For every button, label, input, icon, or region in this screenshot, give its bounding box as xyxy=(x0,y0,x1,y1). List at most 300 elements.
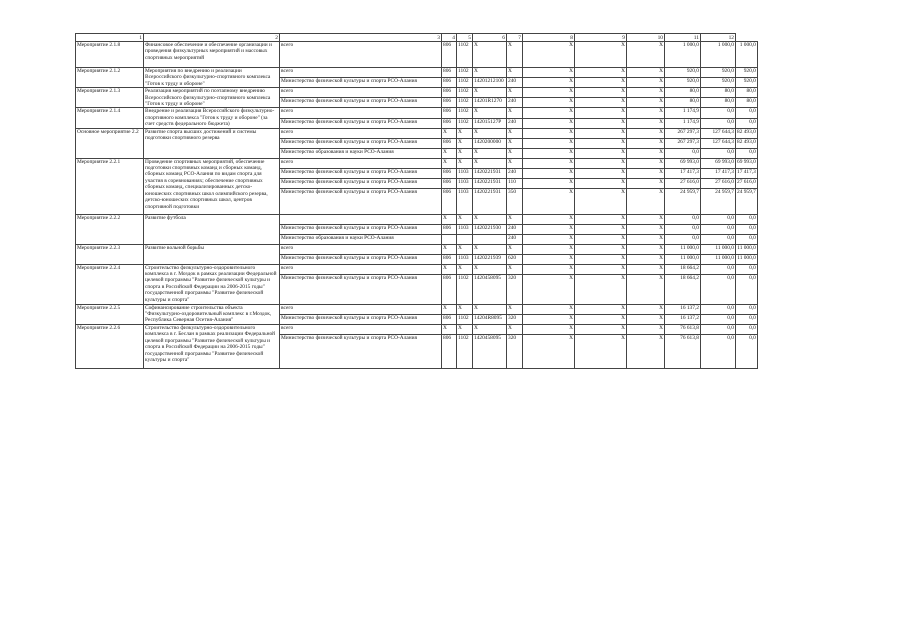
activity-code: Основное мероприятие 2.2 xyxy=(76,128,144,158)
rz-pr-cell: 1103 xyxy=(457,188,473,214)
column-number: 12 xyxy=(701,34,736,42)
activity-code: Мероприятие 2.2.4 xyxy=(76,264,144,304)
col-8-cell: X xyxy=(575,234,627,244)
amount-y2-cell: 11 000,0 xyxy=(701,244,736,254)
column-number: 1 xyxy=(76,34,144,42)
col-7-cell: X xyxy=(523,98,575,108)
col-7-cell: X xyxy=(523,148,575,158)
vr-code-cell: X xyxy=(507,68,523,78)
col-8-cell: X xyxy=(575,138,627,148)
column-number-row xyxy=(76,34,758,42)
vr-code-cell: 240 xyxy=(507,168,523,178)
table-row xyxy=(76,88,758,98)
col-9-cell: X xyxy=(627,214,665,224)
rz-pr-cell: 1103 xyxy=(457,254,473,264)
cs-code-cell: X xyxy=(473,68,507,78)
amount-y1-cell: 920,0 xyxy=(665,68,701,78)
amount-y2-cell: 1 000,0 xyxy=(701,42,736,68)
grbs-cell: 806 xyxy=(442,138,457,148)
amount-y3-cell: 0,0 xyxy=(736,264,758,274)
executor-cell: всего xyxy=(280,244,442,254)
cs-code-cell: 14201212100 xyxy=(473,78,507,88)
amount-y1-cell: 1 174,9 xyxy=(665,118,701,128)
rz-pr-cell: 1102 xyxy=(457,88,473,98)
executor-cell: всего xyxy=(280,42,442,68)
rz-pr-cell: X xyxy=(457,264,473,274)
vr-code-cell: X xyxy=(507,108,523,118)
grbs-cell: 806 xyxy=(442,178,457,188)
cs-code-cell: 1420458095 xyxy=(473,274,507,304)
executor-cell: Министерство физической культуры и спорта РСО-Алания xyxy=(280,98,442,108)
cs-code-cell: X xyxy=(473,108,507,118)
rz-pr-cell: 1103 xyxy=(457,178,473,188)
rz-pr-cell: 1102 xyxy=(457,68,473,78)
amount-y3-cell: 24 959,7 xyxy=(736,188,758,214)
column-number: 4 xyxy=(442,34,457,42)
col-7-cell: X xyxy=(523,168,575,178)
amount-y3-cell: 80,0 xyxy=(736,98,758,108)
amount-y3-cell: 0,0 xyxy=(736,304,758,314)
grbs-cell: 806 xyxy=(442,274,457,304)
table-row xyxy=(76,42,758,68)
amount-y3-cell: 0,0 xyxy=(736,224,758,234)
executor-cell: Министерство физической культуры и спорта РСО-Алания xyxy=(280,168,442,178)
amount-y1-cell: 80,0 xyxy=(665,88,701,98)
grbs-cell: 806 xyxy=(442,78,457,88)
amount-y3-cell: 0,0 xyxy=(736,214,758,224)
rz-pr-cell: X xyxy=(457,158,473,168)
activity-name: Финансовое обеспечение и обеспечение организации и проведения физкультурных мероприятий и массовых спортивных мероприятий xyxy=(144,42,280,68)
cs-code-cell: X xyxy=(473,88,507,98)
amount-y2-cell: 0,0 xyxy=(701,108,736,118)
amount-y1-cell: 1 174,9 xyxy=(665,108,701,118)
amount-y3-cell: 920,0 xyxy=(736,78,758,88)
rz-pr-cell: X xyxy=(457,138,473,148)
grbs-cell: 806 xyxy=(442,254,457,264)
col-9-cell: X xyxy=(627,274,665,304)
grbs-cell: X xyxy=(442,264,457,274)
amount-y2-cell: 0,0 xyxy=(701,314,736,324)
amount-y2-cell: 0,0 xyxy=(701,118,736,128)
col-9-cell: X xyxy=(627,88,665,98)
executor-cell: всего xyxy=(280,128,442,138)
grbs-cell: X xyxy=(442,324,457,334)
amount-y3-cell: 27 616,0 xyxy=(736,178,758,188)
column-number: 10 xyxy=(627,34,665,42)
activity-code: Мероприятие 2.1.2 xyxy=(76,68,144,88)
cs-code-cell: 1420221939 xyxy=(473,254,507,264)
col-7-cell: X xyxy=(523,244,575,254)
col-8-cell: X xyxy=(575,244,627,254)
vr-code-cell: 240 xyxy=(507,224,523,234)
amount-y2-cell: 0,0 xyxy=(701,264,736,274)
grbs-cell: 806 xyxy=(442,88,457,98)
vr-code-cell: 240 xyxy=(507,234,523,244)
executor-cell: Министерство образования и науки РСО-Алания xyxy=(280,234,442,244)
executor-cell: Министерство физической культуры и спорта РСО-Алания xyxy=(280,314,442,324)
grbs-cell: 806 xyxy=(442,42,457,68)
rz-pr-cell: 1102 xyxy=(457,334,473,368)
col-7-cell: X xyxy=(523,254,575,264)
cs-code-cell: 14204R8095 xyxy=(473,314,507,324)
activity-code: Мероприятие 2.1.3 xyxy=(76,88,144,108)
executor-cell: Министерство физической культуры и спорта РСО-Алания xyxy=(280,334,442,368)
vr-code-cell: X xyxy=(507,324,523,334)
rz-pr-cell: 1102 xyxy=(457,274,473,304)
vr-code-cell: 320 xyxy=(507,274,523,304)
col-7-cell: X xyxy=(523,314,575,324)
executor-cell: всего xyxy=(280,108,442,118)
grbs-cell: X xyxy=(442,214,457,224)
amount-y1-cell: 11 000,0 xyxy=(665,244,701,254)
col-9-cell: X xyxy=(627,78,665,88)
amount-y2-cell: 17 417,3 xyxy=(701,168,736,178)
amount-y2-cell: 69 993,0 xyxy=(701,158,736,168)
executor-cell: Министерство физической культуры и спорта РСО-Алания xyxy=(280,224,442,234)
amount-y1-cell: 27 616,0 xyxy=(665,178,701,188)
amount-y2-cell: 0,0 xyxy=(701,214,736,224)
amount-y1-cell: 76 613,8 xyxy=(665,324,701,334)
vr-code-cell: X xyxy=(507,158,523,168)
executor-cell: всего xyxy=(280,158,442,168)
table-row xyxy=(76,158,758,168)
col-7-cell: X xyxy=(523,274,575,304)
activity-name: Развитие вольной борьбы xyxy=(144,244,280,264)
cs-code-cell: 1420458095 xyxy=(473,334,507,368)
amount-y1-cell: 0,0 xyxy=(665,234,701,244)
activity-code: Мероприятие 2.2.2 xyxy=(76,214,144,244)
amount-y1-cell: 24 959,7 xyxy=(665,188,701,214)
amount-y1-cell: 17 417,3 xyxy=(665,168,701,178)
col-8-cell: X xyxy=(575,42,627,68)
col-9-cell: X xyxy=(627,98,665,108)
amount-y3-cell: 0,0 xyxy=(736,234,758,244)
cs-code-cell: X xyxy=(473,148,507,158)
vr-code-cell: X xyxy=(507,304,523,314)
executor-cell: всего xyxy=(280,68,442,78)
grbs-cell xyxy=(442,234,457,244)
amount-y2-cell: 0,0 xyxy=(701,224,736,234)
grbs-cell: X xyxy=(442,304,457,314)
amount-y1-cell: 80,0 xyxy=(665,98,701,108)
amount-y2-cell: 11 000,0 xyxy=(701,254,736,264)
budget-table xyxy=(75,33,758,369)
vr-code-cell: 620 xyxy=(507,254,523,264)
cs-code-cell: X xyxy=(473,158,507,168)
amount-y3-cell: 0,0 xyxy=(736,334,758,368)
col-7-cell: X xyxy=(523,334,575,368)
col-9-cell: X xyxy=(627,68,665,78)
rz-pr-cell: 1102 xyxy=(457,118,473,128)
amount-y3-cell: 17 417,3 xyxy=(736,168,758,178)
grbs-cell: X xyxy=(442,244,457,254)
vr-code-cell: 240 xyxy=(507,78,523,88)
amount-y3-cell: 0,0 xyxy=(736,108,758,118)
activity-name: Проведение спортивных мероприятий, обеспечение подготовки спортивных команд и сборных команд, сборных команд РСО-Алания по видам спорта для участия в соревнованиях; обеспечение спортивных сборных команд, специализированных детско-юношеских спортивных школ олимпийского резерва, детско-юношеских спортивных школ, центров спортивной подготовки xyxy=(144,158,280,214)
col-9-cell: X xyxy=(627,314,665,324)
cs-code-cell: X xyxy=(473,264,507,274)
vr-code-cell: 110 xyxy=(507,178,523,188)
column-number: 2 xyxy=(144,34,280,42)
amount-y2-cell: 27 616,0 xyxy=(701,178,736,188)
col-9-cell: X xyxy=(627,158,665,168)
activity-name: Развитие футбола xyxy=(144,214,280,244)
grbs-cell: 806 xyxy=(442,168,457,178)
col-7-cell: X xyxy=(523,128,575,138)
grbs-cell: 806 xyxy=(442,108,457,118)
cs-code-cell: 142015127Р xyxy=(473,118,507,128)
col-8-cell: X xyxy=(575,214,627,224)
column-number: 7 xyxy=(507,34,523,42)
amount-y2-cell: 0,0 xyxy=(701,334,736,368)
amount-y3-cell: 0,0 xyxy=(736,148,758,158)
col-7-cell: X xyxy=(523,118,575,128)
cs-code-cell xyxy=(473,234,507,244)
rz-pr-cell xyxy=(457,234,473,244)
grbs-cell: 806 xyxy=(442,68,457,78)
grbs-cell: 806 xyxy=(442,188,457,214)
col-7-cell: X xyxy=(523,214,575,224)
col-8-cell: X xyxy=(575,168,627,178)
col-8-cell: X xyxy=(575,148,627,158)
vr-code-cell: X xyxy=(507,148,523,158)
rz-pr-cell: X xyxy=(457,324,473,334)
col-7-cell: X xyxy=(523,234,575,244)
col-9-cell: X xyxy=(627,118,665,128)
col-7-cell: X xyxy=(523,108,575,118)
col-7-cell: X xyxy=(523,138,575,148)
grbs-cell: X xyxy=(442,158,457,168)
amount-y1-cell: 267 297,3 xyxy=(665,128,701,138)
cs-code-cell: 1420200000 xyxy=(473,138,507,148)
amount-y2-cell: 0,0 xyxy=(701,274,736,304)
column-number: 9 xyxy=(575,34,627,42)
table-row xyxy=(76,304,758,314)
activity-name: Строительство физкультурно-оздоровительного комплекса в г. Беслан в рамках реализации Федеральной целевой программы "Развитие физической культуры и спорта в Российской Федерации на 2006-2015 годы" государственной программы "Развитие физической культуры и спорта" xyxy=(144,324,280,368)
col-8-cell: X xyxy=(575,324,627,334)
amount-y3-cell: 920,0 xyxy=(736,68,758,78)
table-row xyxy=(76,264,758,274)
amount-y3-cell: 69 993,0 xyxy=(736,158,758,168)
cs-code-cell: 14201R1270 xyxy=(473,98,507,108)
amount-y1-cell: 267 297,3 xyxy=(665,138,701,148)
rz-pr-cell: X xyxy=(457,148,473,158)
rz-pr-cell: 1102 xyxy=(457,98,473,108)
col-8-cell: X xyxy=(575,274,627,304)
activity-name: Внедрение и реализация Всероссийского физкультурно-спортивного комплекса "Готов к труду и обороне" (за счет средств федерального бюджета) xyxy=(144,108,280,128)
executor-cell: Министерство физической культуры и спорта РСО-Алания xyxy=(280,274,442,304)
col-8-cell: X xyxy=(575,264,627,274)
column-number: 8 xyxy=(523,34,575,42)
column-number: 5 xyxy=(457,34,473,42)
executor-cell: Министерство физической культуры и спорта РСО-Алания xyxy=(280,178,442,188)
activity-code: Мероприятие 2.1.4 xyxy=(76,108,144,128)
activity-code: Мероприятие 2.2.1 xyxy=(76,158,144,214)
cs-code-cell: X xyxy=(473,214,507,224)
amount-y1-cell: 76 613,8 xyxy=(665,334,701,368)
rz-pr-cell: 1102 xyxy=(457,42,473,68)
vr-code-cell: 240 xyxy=(507,98,523,108)
column-number: 3 xyxy=(280,34,442,42)
col-8-cell: X xyxy=(575,118,627,128)
amount-y2-cell: 0,0 xyxy=(701,304,736,314)
col-8-cell: X xyxy=(575,128,627,138)
executor-cell: всего xyxy=(280,304,442,314)
rz-pr-cell: X xyxy=(457,244,473,254)
amount-y3-cell: 11 000,0 xyxy=(736,254,758,264)
table-row xyxy=(76,128,758,138)
amount-y3-cell: 0,0 xyxy=(736,118,758,128)
vr-code-cell: 320 xyxy=(507,334,523,368)
table-row xyxy=(76,108,758,118)
col-8-cell: X xyxy=(575,108,627,118)
col-9-cell: X xyxy=(627,244,665,254)
amount-y1-cell: 11 000,0 xyxy=(665,254,701,264)
amount-y3-cell: 1 000,0 xyxy=(736,42,758,68)
col-7-cell: X xyxy=(523,158,575,168)
executor-cell: Министерство физической культуры и спорта РСО-Алания xyxy=(280,254,442,264)
amount-y1-cell: 0,0 xyxy=(665,224,701,234)
amount-y1-cell: 16 137,2 xyxy=(665,304,701,314)
amount-y3-cell: 0,0 xyxy=(736,314,758,324)
rz-pr-cell: 1103 xyxy=(457,224,473,234)
col-8-cell: X xyxy=(575,304,627,314)
col-8-cell: X xyxy=(575,254,627,264)
amount-y1-cell: 0,0 xyxy=(665,148,701,158)
vr-code-cell: X xyxy=(507,214,523,224)
rz-pr-cell: X xyxy=(457,214,473,224)
cs-code-cell: 1420221930 xyxy=(473,224,507,234)
cs-code-cell: X xyxy=(473,324,507,334)
grbs-cell: 806 xyxy=(442,314,457,324)
amount-y2-cell: 0,0 xyxy=(701,234,736,244)
activity-code: Мероприятие 2.1.8 xyxy=(76,42,144,68)
col-8-cell: X xyxy=(575,88,627,98)
rz-pr-cell: 1102 xyxy=(457,78,473,88)
col-9-cell: X xyxy=(627,188,665,214)
executor-cell: Министерство физической культуры и спорта РСО-Алания xyxy=(280,188,442,214)
amount-y3-cell: 80,0 xyxy=(736,88,758,98)
col-9-cell: X xyxy=(627,254,665,264)
col-7-cell: X xyxy=(523,224,575,234)
grbs-cell: 806 xyxy=(442,98,457,108)
amount-y1-cell: 0,0 xyxy=(665,214,701,224)
vr-code-cell: 320 xyxy=(507,314,523,324)
table-row xyxy=(76,244,758,254)
cs-code-cell: X xyxy=(473,244,507,254)
col-9-cell: X xyxy=(627,234,665,244)
amount-y1-cell: 16 137,2 xyxy=(665,314,701,324)
col-7-cell: X xyxy=(523,178,575,188)
table-row xyxy=(76,214,758,224)
vr-code-cell: X xyxy=(507,88,523,98)
rz-pr-cell: 1103 xyxy=(457,168,473,178)
grbs-cell: 806 xyxy=(442,224,457,234)
amount-y1-cell: 920,0 xyxy=(665,78,701,88)
amount-y3-cell: 11 000,0 xyxy=(736,244,758,254)
amount-y2-cell: 80,0 xyxy=(701,88,736,98)
amount-y2-cell: 920,0 xyxy=(701,78,736,88)
amount-y2-cell: 127 644,3 xyxy=(701,138,736,148)
table-body xyxy=(76,34,758,369)
executor-cell xyxy=(280,214,442,224)
col-8-cell: X xyxy=(575,314,627,324)
vr-code-cell: X xyxy=(507,42,523,68)
activity-name: Реализация мероприятий по поэтапному внедрению Всероссийского физкультурно-спортивного комплекса "Готов к труду и обороне" xyxy=(144,88,280,108)
cs-code-cell: 1420221931 xyxy=(473,178,507,188)
executor-cell: Министерство образования и науки РСО-Алания xyxy=(280,148,442,158)
amount-y3-cell: 0,0 xyxy=(736,274,758,304)
rz-pr-cell: 1102 xyxy=(457,314,473,324)
amount-y2-cell: 127 644,3 xyxy=(701,128,736,138)
grbs-cell: 806 xyxy=(442,334,457,368)
column-number: 11 xyxy=(665,34,701,42)
amount-y3-cell: 0,0 xyxy=(736,324,758,334)
rz-pr-cell: 1102 xyxy=(457,108,473,118)
amount-y3-cell: 82 493,0 xyxy=(736,128,758,138)
col-7-cell: X xyxy=(523,188,575,214)
col-9-cell: X xyxy=(627,108,665,118)
amount-y1-cell: 18 664,2 xyxy=(665,264,701,274)
grbs-cell: X xyxy=(442,128,457,138)
table-row xyxy=(76,68,758,78)
col-8-cell: X xyxy=(575,188,627,214)
vr-code-cell: 350 xyxy=(507,188,523,214)
activity-name: Развитие спорта высших достижений и системы подготовки спортивного резерва xyxy=(144,128,280,158)
cs-code-cell: X xyxy=(473,42,507,68)
col-8-cell: X xyxy=(575,98,627,108)
executor-cell: всего xyxy=(280,324,442,334)
vr-code-cell: X xyxy=(507,138,523,148)
col-7-cell: X xyxy=(523,78,575,88)
vr-code-cell: X xyxy=(507,264,523,274)
col-9-cell: X xyxy=(627,128,665,138)
vr-code-cell: 240 xyxy=(507,118,523,128)
executor-cell: Министерство физической культуры и спорта РСО-Алания xyxy=(280,78,442,88)
col-8-cell: X xyxy=(575,224,627,234)
amount-y1-cell: 69 993,0 xyxy=(665,158,701,168)
cs-code-cell: 1420221931 xyxy=(473,188,507,214)
amount-y2-cell: 0,0 xyxy=(701,148,736,158)
vr-code-cell: X xyxy=(507,244,523,254)
col-9-cell: X xyxy=(627,324,665,334)
amount-y2-cell: 0,0 xyxy=(701,324,736,334)
activity-name: Строительство физкультурно-оздоровительного комплекса в г. Моздок в рамках реализации Федеральной целевой программы "Развитие физической культуры и спорта в Российской Федерации на 2006-2015 годы" государственной программы "Развитие физической культуры и спорта" xyxy=(144,264,280,304)
column-number: 6 xyxy=(473,34,507,42)
col-7-cell: X xyxy=(523,324,575,334)
col-9-cell: X xyxy=(627,304,665,314)
amount-y1-cell: 18 664,2 xyxy=(665,274,701,304)
col-7-cell: X xyxy=(523,264,575,274)
rz-pr-cell: X xyxy=(457,128,473,138)
cs-code-cell: 1420221931 xyxy=(473,168,507,178)
amount-y2-cell: 24 959,7 xyxy=(701,188,736,214)
activity-code: Мероприятие 2.2.3 xyxy=(76,244,144,264)
col-9-cell: X xyxy=(627,224,665,234)
col-9-cell: X xyxy=(627,42,665,68)
col-8-cell: X xyxy=(575,178,627,188)
amount-y3-cell: 82 493,0 xyxy=(736,138,758,148)
col-9-cell: X xyxy=(627,138,665,148)
col-7-cell: X xyxy=(523,42,575,68)
executor-cell: Министерство физической культуры и спорта РСО-Алания xyxy=(280,138,442,148)
grbs-cell: 806 xyxy=(442,118,457,128)
grbs-cell: X xyxy=(442,148,457,158)
activity-code: Мероприятие 2.2.6 xyxy=(76,324,144,368)
cs-code-cell: X xyxy=(473,304,507,314)
activity-name: Софинансирование строительства объекта "Физкультурно-оздоровительный комплекс в г.Моздок, Республика Северная Осетия-Алания" xyxy=(144,304,280,324)
col-7-cell: X xyxy=(523,88,575,98)
